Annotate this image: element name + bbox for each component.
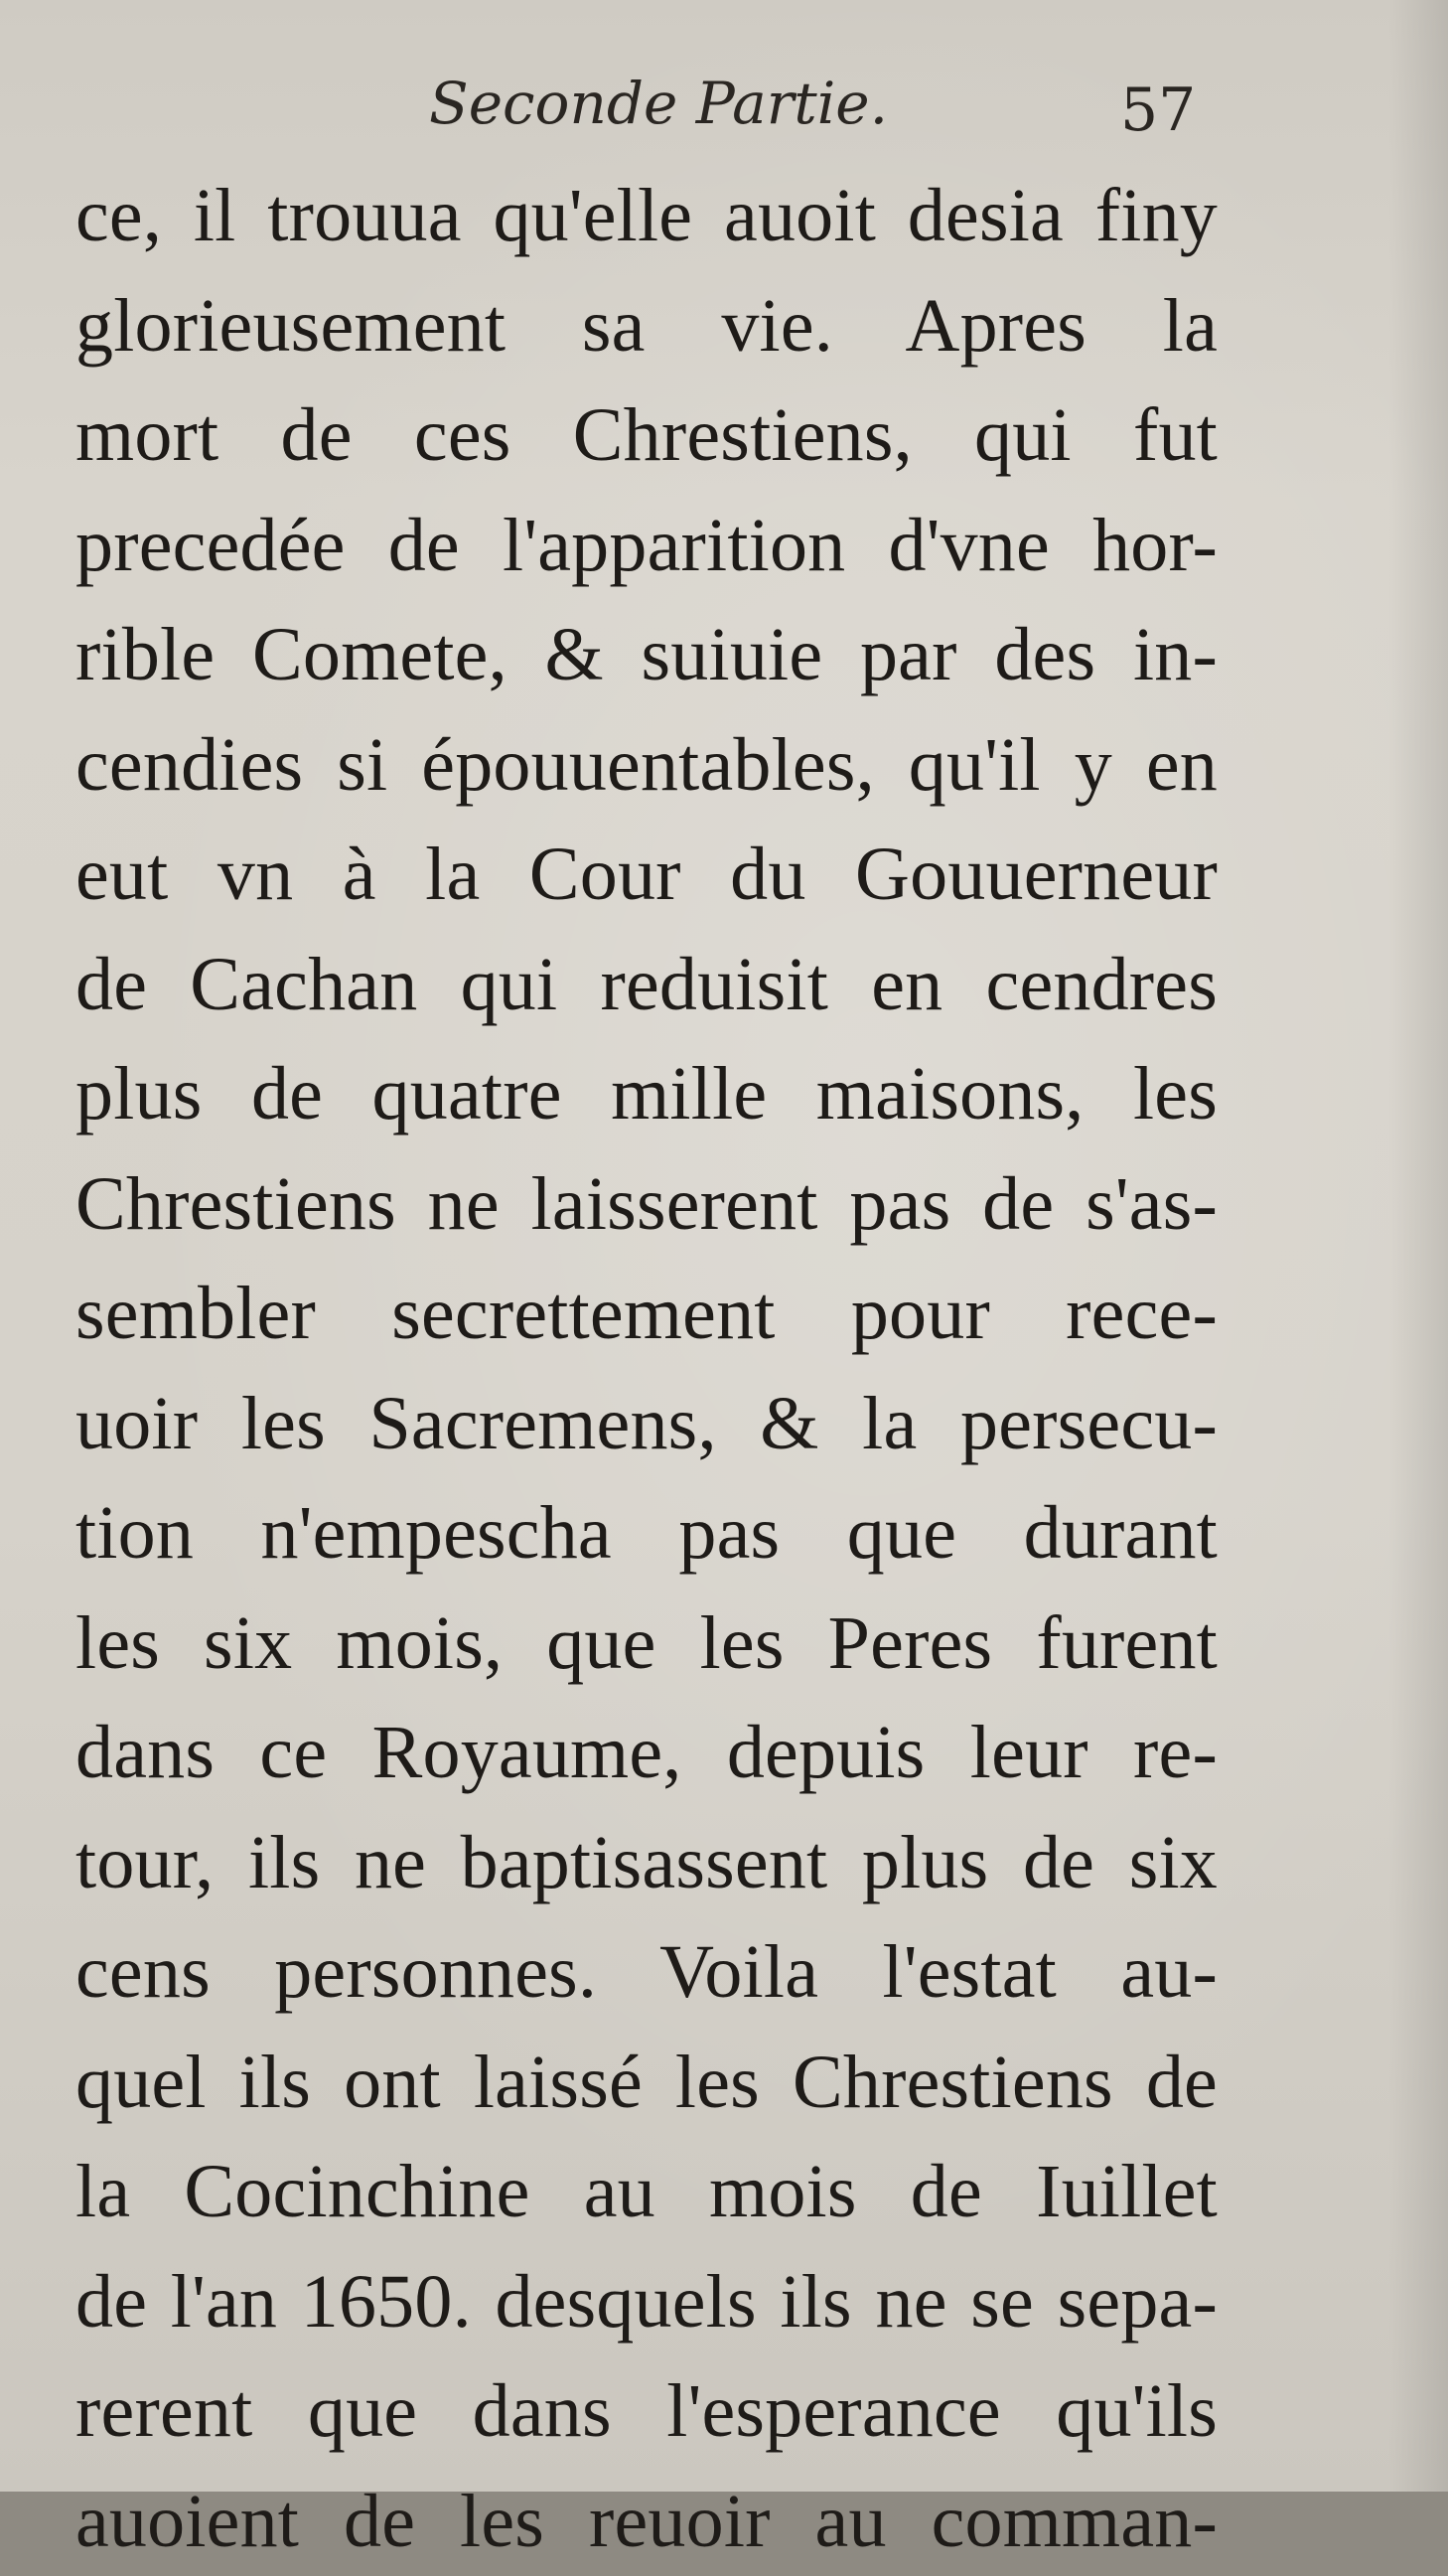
page-number: 57 bbox=[1120, 76, 1196, 145]
text-line: mort de ces Chrestiens, qui fut bbox=[75, 380, 1218, 491]
text-line: cens personnes. Voila l'estat au- bbox=[75, 1917, 1218, 2028]
text-line: rible Comete, & suiuie par des in- bbox=[75, 600, 1218, 710]
text-line: tour, ils ne baptisassent plus de six bbox=[75, 1808, 1218, 1918]
page-edge-shadow bbox=[1388, 0, 1448, 2492]
running-head bbox=[0, 70, 1448, 149]
text-line: tion n'empescha pas que durant bbox=[75, 1478, 1218, 1589]
text-line: ce, il trouua qu'elle auoit desia finy bbox=[75, 161, 1218, 271]
text-line: rerent que dans l'esperance qu'ils bbox=[75, 2356, 1218, 2467]
text-line: precedée de l'apparition d'vne hor- bbox=[75, 491, 1218, 601]
text-line: glorieusement sa vie. Apres la bbox=[75, 271, 1218, 381]
text-line: dans ce Royaume, depuis leur re- bbox=[75, 1698, 1218, 1808]
text-line: la Cocinchine au mois de Iuillet bbox=[75, 2137, 1218, 2247]
text-line: Chrestiens ne laisserent pas de s'as- bbox=[75, 1149, 1218, 1260]
text-line: auoient de les reuoir au comman- bbox=[75, 2467, 1218, 2576]
text-line: eut vn à la Cour du Gouuerneur bbox=[75, 820, 1218, 930]
text-line: cendies si épouuentables, qu'il y en bbox=[75, 710, 1218, 821]
text-line: de Cachan qui reduisit en cendres bbox=[75, 930, 1218, 1040]
text-line: quel ils ont laissé les Chrestiens de bbox=[75, 2028, 1218, 2138]
text-line: uoir les Sacremens, & la persecu- bbox=[75, 1369, 1218, 1479]
text-line: les six mois, que les Peres furent bbox=[75, 1589, 1218, 1699]
text-line: de l'an 1650. desquels ils ne se sepa- bbox=[75, 2247, 1218, 2357]
section-title: Seconde Partie. bbox=[429, 70, 888, 137]
text-line: plus de quatre mille maisons, les bbox=[75, 1039, 1218, 1149]
body-text bbox=[75, 161, 1218, 2576]
text-line: sembler secrettement pour rece- bbox=[75, 1259, 1218, 1369]
